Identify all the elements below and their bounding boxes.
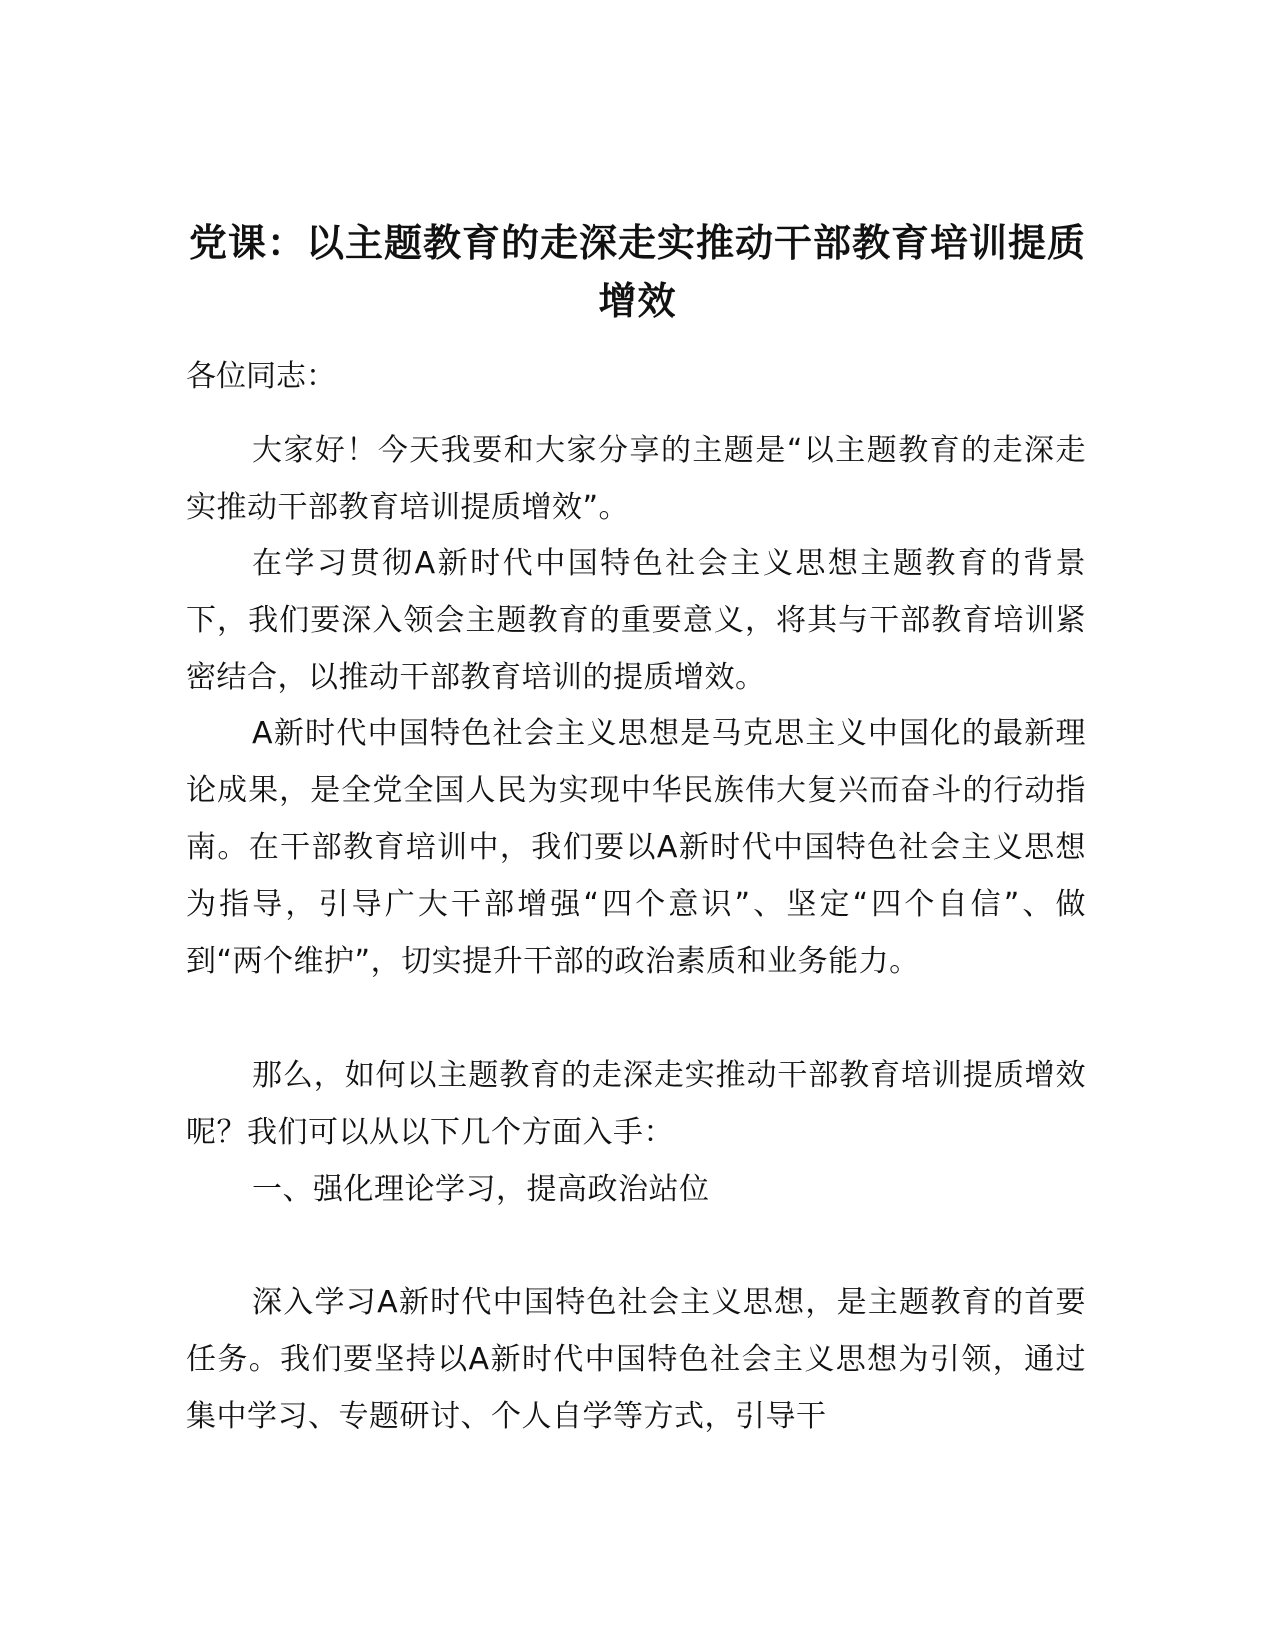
paragraph-background: 在学习贯彻A新时代中国特色社会主义思想主题教育的背景下，我们要深入领会主题教育的重要意义，将其与干部教育培训紧密结合，以推动干部教育培训的提质增效。 xyxy=(186,546,1086,695)
paragraph-greeting: 大家好！今天我要和大家分享的主题是“以主题教育的走深走实推动干部教育培训提质增效”。 xyxy=(186,433,1086,525)
paragraph-theory: A新时代中国特色社会主义思想是马克思主义中国化的最新理论成果，是全党全国人民为实现中华民族伟大复兴而奋斗的行动指南。在干部教育培训中，我们要以A新时代中国特色社会主义思想为指导，引导广大干部增强“四个意识”、坚定“四个自信”、做到“两个维护”，切实提升干部的政治素质和业务能力。 xyxy=(186,716,1086,979)
section-heading-1: 一、强化理论学习，提高政治站位 xyxy=(252,1172,710,1207)
document-title: 党课：以主题教育的走深走实推动干部教育培训提质增效 xyxy=(188,221,1086,323)
paragraph-question: 那么，如何以主题教育的走深走实推动干部教育培训提质增效呢？我们可以从以下几个方面入手： xyxy=(186,1058,1086,1150)
paragraph-section-1: 深入学习A新时代中国特色社会主义思想，是主题教育的首要任务。我们要坚持以A新时代中国特色社会主义思想为引领，通过集中学习、专题研讨、个人自学等方式，引导干 xyxy=(186,1285,1086,1434)
salutation: 各位同志： xyxy=(186,359,336,394)
